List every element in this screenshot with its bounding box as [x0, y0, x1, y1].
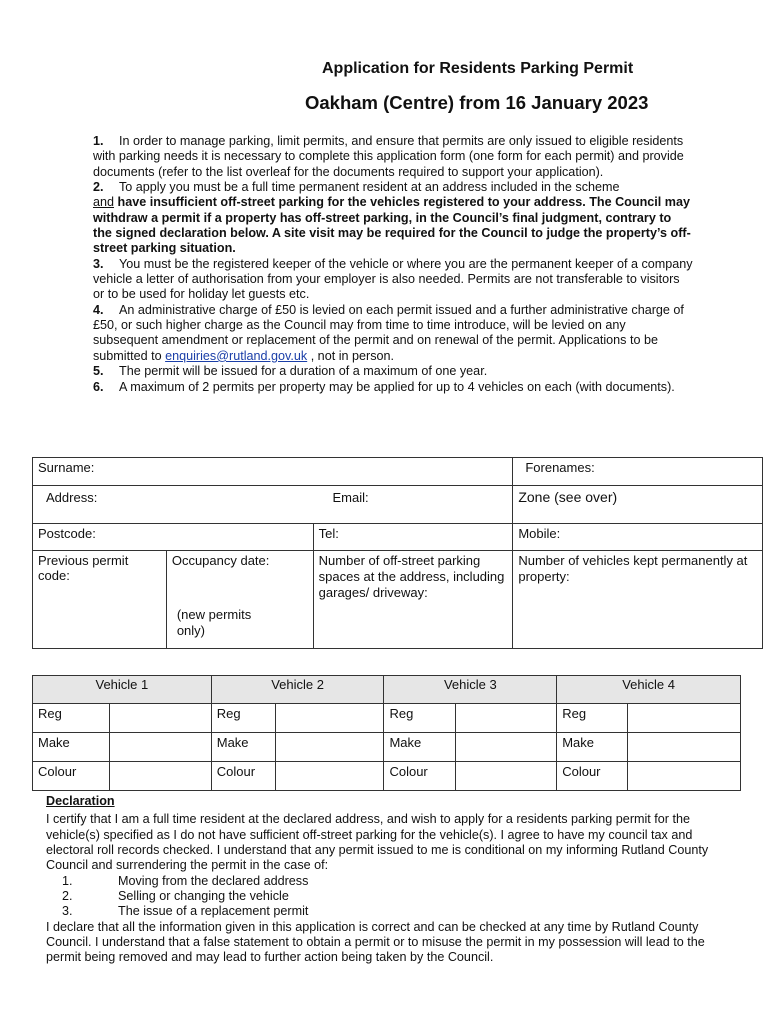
declaration-section	[46, 794, 716, 966]
tel-field[interactable]: Tel:	[313, 524, 513, 551]
previous-permit-field[interactable]: Previous permit code:	[33, 551, 167, 649]
reg-label: Reg	[384, 704, 456, 733]
list-item: 1. Moving from the declared address	[62, 873, 309, 888]
list-item: 3. The issue of a replacement permit	[62, 904, 309, 919]
declaration-heading: Declaration	[46, 794, 115, 808]
forenames-field[interactable]: Forenames:	[513, 458, 763, 486]
colour-label: Colour	[557, 762, 628, 791]
intro-guidance	[93, 134, 693, 395]
colour-label: Colour	[384, 762, 456, 791]
vehicle-4-make-input[interactable]	[628, 733, 741, 762]
make-label: Make	[33, 733, 110, 762]
list-item: 2. Selling or changing the vehicle	[62, 889, 289, 904]
email-label: Email:	[332, 490, 369, 505]
vehicle-3-header: Vehicle 3	[384, 676, 557, 704]
guidance-item-5: 5. The permit will be issued for a duration of a maximum of one year.	[93, 364, 488, 379]
postcode-field[interactable]: Postcode:	[33, 524, 314, 551]
reg-label: Reg	[557, 704, 628, 733]
enquiries-email-link[interactable]: enquiries@rutland.gov.uk	[165, 348, 308, 363]
mobile-field[interactable]: Mobile:	[513, 524, 763, 551]
vehicle-4-header: Vehicle 4	[557, 676, 741, 704]
vehicle-2-make-input[interactable]	[275, 733, 384, 762]
make-label: Make	[384, 733, 456, 762]
declaration-conditions-list	[46, 874, 716, 920]
vehicles-table	[32, 675, 741, 791]
occupancy-note: (new permits only)	[176, 607, 252, 638]
guidance-item-3: 3. You must be the registered keeper of the vehicle or where you are the permanent keeper of a company vehicle a letter of authorisation from your employer is also needed. Permits are not transferable to visitors or to be used for holiday let guests etc.	[93, 256, 693, 302]
colour-label: Colour	[33, 762, 110, 791]
form-title: Application for Residents Parking Permit	[322, 60, 634, 77]
address-email-field[interactable]: Address: Email:	[33, 486, 513, 524]
vehicle-3-reg-input[interactable]	[456, 704, 557, 733]
guidance-item-1: 1. In order to manage parking, limit permits, and ensure that permits are only issued to eligible residents with parking needs it is necessary to complete this application form (one form for each permit) and provide documents (refer to the list overleaf for the documents required to support your application).	[93, 134, 684, 179]
applicant-details-table	[32, 457, 763, 649]
vehicle-3-make-input[interactable]	[456, 733, 557, 762]
zone-field[interactable]: Zone (see over)	[513, 486, 763, 524]
vehicle-1-colour-input[interactable]	[109, 762, 211, 791]
guidance-item-2: 2. To apply you must be a full time permanent resident at an address included in the scheme and have insufficient off-street parking for the vehicles registered to your address. The Council may withdraw a permit if a property has off-street parking, in the Council’s final judgment, contrary to the signed declaration below. A site visit may be required for the Council to judge the property’s off-street parking situation.	[93, 180, 691, 256]
colour-label: Colour	[211, 762, 275, 791]
guidance-item-4: 4. An administrative charge of £50 is levied on each permit issued and a further administrative charge of £50, or such higher charge as the Council may from time to time introduce, will be levied on any subsequent amendment or replacement of the permit and on renewal of the permit. Applications to be submitted to enquiries@rutland.gov.uk , not in person.	[93, 302, 684, 363]
vehicle-1-make-input[interactable]	[109, 733, 211, 762]
surname-field[interactable]: Surname:	[33, 458, 513, 486]
reg-label: Reg	[33, 704, 110, 733]
reg-label: Reg	[211, 704, 275, 733]
vehicle-3-colour-input[interactable]	[456, 762, 557, 791]
guidance-item-6: 6. A maximum of 2 permits per property may be applied for up to 4 vehicles on each (with documents).	[93, 379, 675, 394]
vehicle-4-reg-input[interactable]	[628, 704, 741, 733]
declaration-text-a: I certify that I am a full time resident at the declared address, and wish to apply for a residents parking permit for the vehicle(s) specified as I do not have sufficient off-street parking for the vehicle(s). I agree to have my council tax and electoral roll records checked. I understand that any permit issued to me is conditional on my informing Rutland County Council and surrendering the permit in the case of:	[46, 812, 709, 873]
vehicle-2-colour-input[interactable]	[275, 762, 384, 791]
declaration-text-b: I declare that all the information given in this application is correct and can be checked at any time by Rutland County Council. I understand that a false statement to obtain a permit or to misuse the permit in my possession will lead to the permit being removed and may lead to further action being taken by the Council.	[46, 919, 705, 965]
make-label: Make	[557, 733, 628, 762]
vehicle-1-reg-input[interactable]	[109, 704, 211, 733]
vehicle-2-header: Vehicle 2	[211, 676, 384, 704]
offstreet-spaces-field[interactable]: Number of off-street parking spaces at the address, including garages/ driveway:	[313, 551, 513, 649]
vehicle-2-reg-input[interactable]	[275, 704, 384, 733]
make-label: Make	[211, 733, 275, 762]
vehicles-kept-field[interactable]: Number of vehicles kept permanently at property:	[513, 551, 763, 649]
vehicle-1-header: Vehicle 1	[33, 676, 212, 704]
form-subtitle: Oakham (Centre) from 16 January 2023	[305, 92, 649, 113]
vehicle-4-colour-input[interactable]	[628, 762, 741, 791]
occupancy-date-field[interactable]: Occupancy date: (new permits only)	[166, 551, 313, 649]
